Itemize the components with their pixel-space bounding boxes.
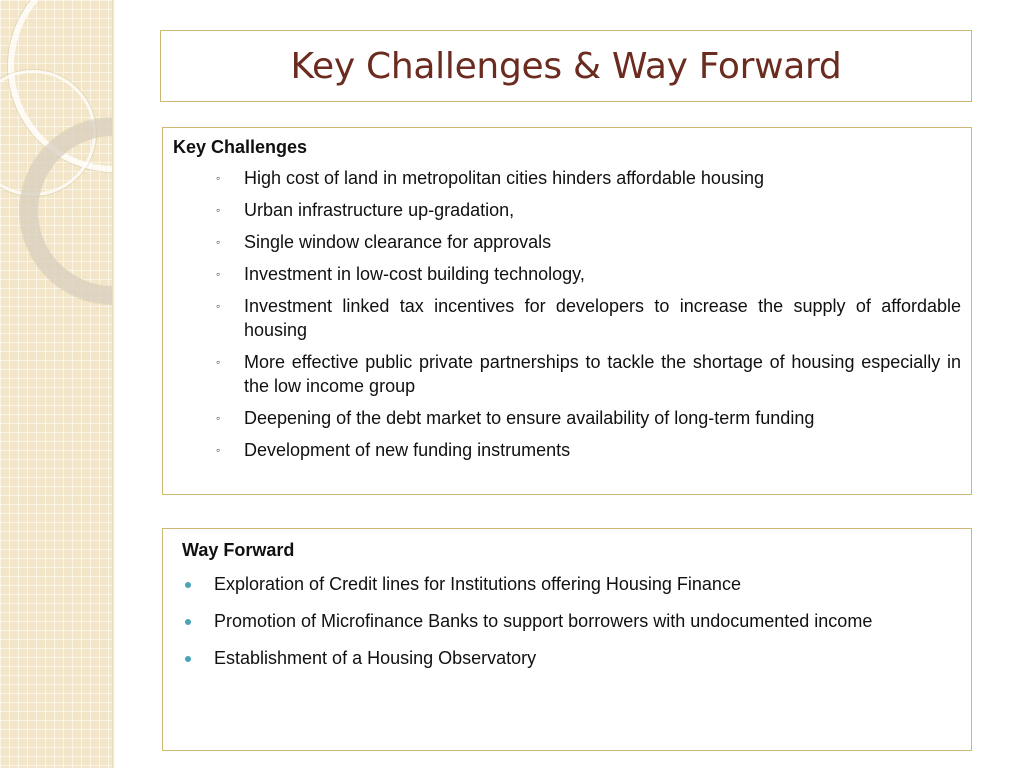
hollow-circle-bullet-icon: ◦: [216, 235, 221, 249]
list-item-text: Investment in low-cost building technology,: [244, 264, 585, 284]
hollow-circle-bullet-icon: ◦: [216, 171, 221, 185]
key-challenges-box: [162, 127, 972, 495]
list-item: [182, 608, 961, 635]
hollow-circle-bullet-icon: ◦: [216, 203, 221, 217]
list-item-text: Investment linked tax incentives for developers to increase the supply of affordable housing: [244, 296, 961, 340]
list-item-text: Development of new funding instruments: [244, 440, 571, 460]
hollow-circle-bullet-icon: ◦: [216, 411, 221, 425]
way-forward-heading: Way Forward: [182, 540, 295, 560]
dot-bullet-icon: [185, 582, 191, 588]
list-item-text: Establishment of a Housing Observatory: [214, 648, 537, 668]
dot-bullet-icon: [185, 619, 191, 625]
list-item-text: Exploration of Credit lines for Institutions offering Housing Finance: [214, 574, 741, 594]
list-item-text: High cost of land in metropolitan cities hinders affordable housing: [244, 168, 764, 188]
list-item: [173, 230, 961, 254]
list-item: [182, 645, 961, 672]
list-item-text: More effective public private partnerships to tackle the shortage of housing especially in the low income group: [244, 352, 961, 396]
key-challenges-list: [173, 166, 961, 462]
key-challenges-heading: Key Challenges: [173, 137, 308, 157]
list-item: [182, 571, 961, 598]
dot-bullet-icon: [185, 656, 191, 662]
slide-title: Key Challenges & Way Forward: [290, 45, 842, 87]
list-item: [173, 406, 961, 430]
hollow-circle-bullet-icon: ◦: [216, 355, 221, 369]
hollow-circle-bullet-icon: ◦: [216, 299, 221, 313]
title-box: [160, 30, 972, 102]
list-item-text: Promotion of Microfinance Banks to support borrowers with undocumented income: [214, 611, 873, 631]
side-panel-edge: [112, 0, 115, 768]
list-item-text: Deepening of the debt market to ensure availability of long-term funding: [244, 408, 815, 428]
list-item: [173, 438, 961, 462]
way-forward-box: [162, 528, 972, 751]
list-item-text: Single window clearance for approvals: [244, 232, 552, 252]
list-item: [173, 262, 961, 286]
list-item: [173, 198, 961, 222]
list-item: [173, 294, 961, 342]
hollow-circle-bullet-icon: ◦: [216, 443, 221, 457]
hollow-circle-bullet-icon: ◦: [216, 267, 221, 281]
list-item-text: Urban infrastructure up-gradation,: [244, 200, 515, 220]
decorative-side-panel: [0, 0, 112, 768]
list-item: [173, 350, 961, 398]
list-item: [173, 166, 961, 190]
way-forward-list: [182, 571, 961, 672]
